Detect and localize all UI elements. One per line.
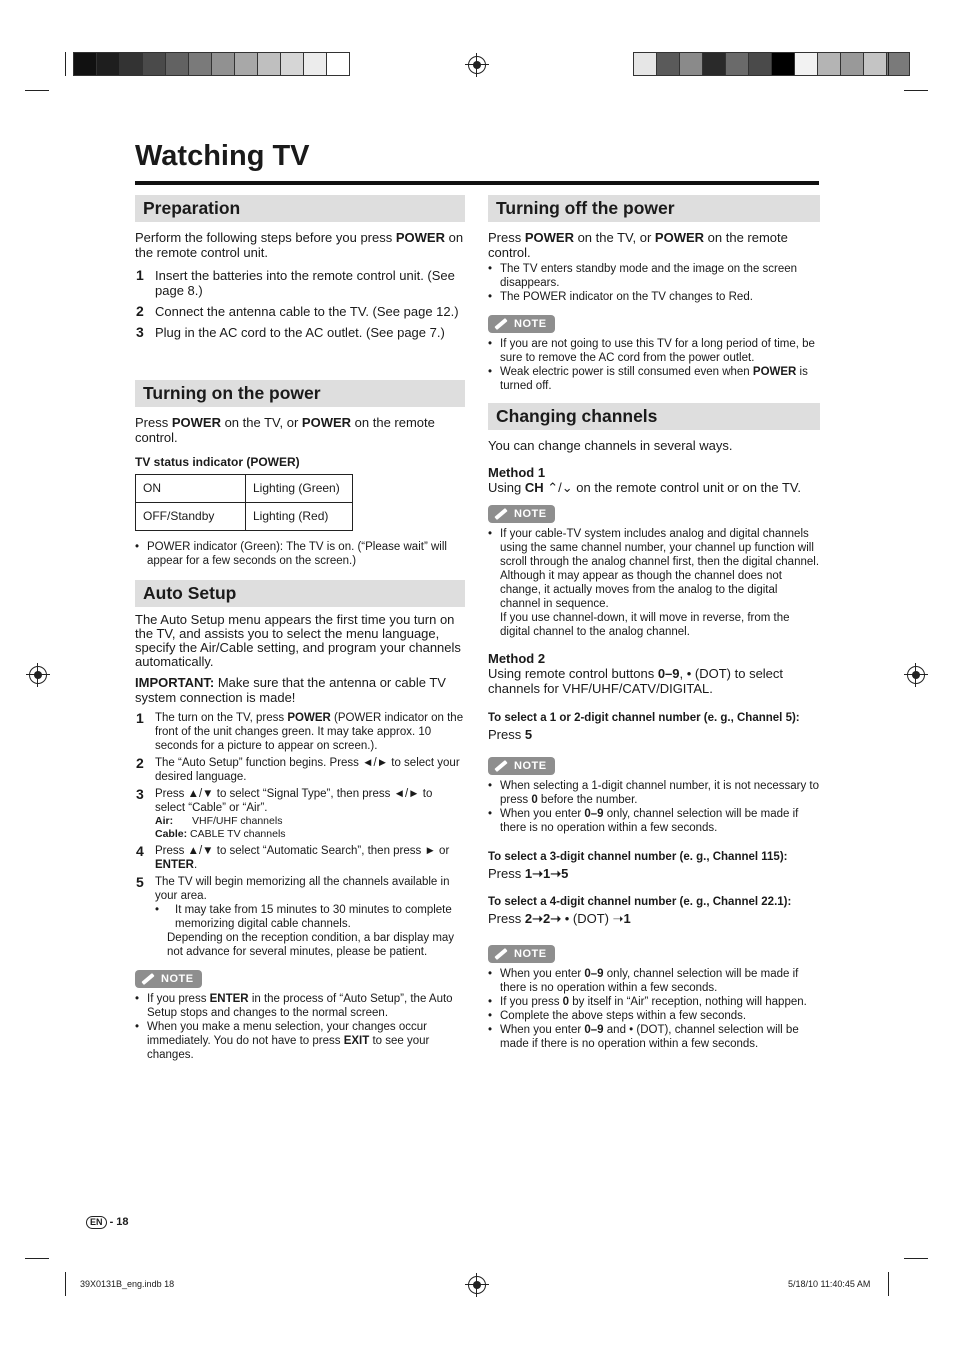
pencil-icon (494, 948, 507, 960)
table-cell: OFF/Standby (136, 503, 246, 531)
preparation-section (135, 195, 465, 340)
color-swatch (886, 52, 910, 76)
method-one-label: Method 1 (488, 465, 546, 480)
color-swatch (656, 52, 680, 76)
color-swatch (840, 52, 864, 76)
pencil-icon (494, 760, 507, 772)
page-title: Watching TV (135, 140, 310, 172)
table-row (136, 475, 353, 503)
list-item: • If you are not going to use this TV for a long period of time, be sure to remove the AC cord from the power outlet. (488, 337, 820, 365)
color-swatch (679, 52, 703, 76)
section-heading: Auto Setup (135, 580, 465, 607)
list-item: • The TV enters standby mode and the image on the screen disappears. (488, 262, 820, 290)
color-swatch (257, 52, 281, 76)
table-cell: ON (136, 475, 246, 503)
list-item: • When selecting a 1-digit channel number, it is not necessary to press 0 before the number. (488, 779, 820, 807)
preparation-steps (135, 268, 465, 340)
list-item: • The POWER indicator on the TV changes to Red. (488, 290, 820, 304)
color-swatch (633, 52, 657, 76)
pencil-icon (494, 318, 507, 330)
pencil-icon (141, 973, 154, 985)
color-swatch (142, 52, 166, 76)
turning-off-notes (488, 337, 820, 393)
color-swatch (817, 52, 841, 76)
select-4-digit-title: To select a 4-digit channel number (e. g., Channel 22.1): (488, 896, 792, 908)
list-item: • If you press 0 by itself in “Air” reception, nothing will happen. (488, 995, 820, 1009)
note-badge: NOTE (488, 504, 820, 523)
color-swatch (280, 52, 304, 76)
color-swatch (96, 52, 120, 76)
turning-off-text: Press POWER on the TV, or POWER on the remote control. (488, 230, 788, 260)
list-item: 1 The turn on the TV, press POWER (POWER indicator on the front of the unit changes green. It may take approx. 10 seconds for a picture to appear on screen.). (136, 710, 464, 752)
color-swatch (326, 52, 350, 76)
turning-on-text: Press POWER on the TV, or POWER on the remote control. (135, 415, 435, 445)
list-item: 5 The TV will begin memorizing all the channels available in your area. • It may take from 15 minutes to 30 minutes to complete memorizing digital cable channels. Depending on the reception condition, a bar display may not advance for several minutes, please be patient. (135, 875, 465, 959)
turning-on-bullets (135, 540, 465, 568)
list-item: • When you enter 0–9 only, channel selection will be made if there is no operation within a few seconds. (488, 807, 820, 835)
list-item: • It may take from 15 minutes to 30 minutes to complete memorizing digital cable channels. (155, 903, 465, 931)
method-two-label: Method 2 (488, 651, 546, 666)
color-swatch (73, 52, 97, 76)
color-calibration-bar-left (73, 52, 349, 76)
method-one-notes (488, 527, 820, 639)
note-badge: NOTE (488, 756, 820, 775)
color-calibration-bar-right (633, 52, 909, 76)
select-1-2-digit-notes (488, 779, 820, 835)
crop-mark (25, 1258, 49, 1259)
select-3-digit-press: Press 1➝1➝5 (488, 866, 569, 881)
crop-mark (65, 1272, 66, 1296)
color-swatch (725, 52, 749, 76)
crop-mark (65, 52, 66, 76)
list-item: 2 The “Auto Setup” function begins. Press ◄/► to select your desired language. (136, 755, 460, 783)
crop-mark (888, 1272, 889, 1296)
note-badge: NOTE (488, 314, 820, 333)
file-name: 39X0131B_eng.indb 18 (80, 1279, 175, 1289)
select-1-2-digit-title: To select a 1 or 2-digit channel number (e. g., Channel 5): (488, 712, 800, 724)
method-two-text: Using remote control buttons 0–9, • (DOT) to select channels for VHF/UHF/CATV/DIGITAL. (488, 666, 784, 696)
note-badge: NOTE (135, 969, 465, 988)
list-item: • When you enter 0–9 only, channel selection will be made if there is no operation within a few seconds. (488, 967, 820, 995)
section-heading: Turning on the power (135, 380, 465, 407)
color-swatch (211, 52, 235, 76)
list-item: • When you make a menu selection, your changes occur immediately. You do not have to press EXIT to see your changes. (135, 1020, 465, 1062)
color-swatch (165, 52, 189, 76)
status-table (135, 474, 353, 531)
color-swatch (119, 52, 143, 76)
registration-mark-icon (907, 666, 925, 684)
title-rule (135, 181, 819, 185)
list-item: 3 Press ▲/▼ to select “Signal Type”, then press ◄/► to select “Cable” or “Air”. Air: VHF/UHF channels Cable: CABLE TV channels (135, 787, 465, 841)
pencil-icon (494, 508, 507, 520)
auto-setup-notes (135, 992, 465, 1062)
note-badge: NOTE (488, 944, 820, 963)
turning-on-section (135, 380, 465, 568)
color-swatch (188, 52, 212, 76)
auto-setup-intro: The Auto Setup menu appears the first time you turn on the TV, and assists you to select the menu language, specify the Air/Cable setting, and program your channels automatically. (135, 612, 461, 669)
color-swatch (863, 52, 887, 76)
list-item: 3 Plug in the AC cord to the AC outlet. (See page 7.) (136, 324, 445, 340)
select-4-digit-notes (488, 967, 820, 1051)
select-4-digit-press: Press 2➝2➝ • (DOT) ➝1 (488, 911, 631, 926)
list-item: • If your cable-TV system includes analog and digital channels using the same channel number, your channel up function will scroll through the analog channel first, then the digital channel. Although it may appear as though the channel does not change, it actually moves from the analog to the digital channel in sequence. If you use channel-down, it will move in reverse, from the digital channel to the analog channel. (488, 527, 820, 639)
color-swatch (748, 52, 772, 76)
signal-type-options: Air: VHF/UHF channels Cable: CABLE TV channels (155, 815, 286, 840)
list-item: 1 Insert the batteries into the remote control unit. (See page 8.) (136, 267, 455, 298)
section-heading: Turning off the power (488, 195, 820, 222)
auto-setup-steps (135, 711, 465, 959)
changing-intro: You can change channels in several ways. (488, 438, 733, 453)
color-swatch (234, 52, 258, 76)
preparation-intro: Perform the following steps before you press POWER on the remote control unit. (135, 230, 464, 260)
table-cell: Lighting (Red) (246, 503, 353, 531)
list-item: 4 Press ▲/▼ to select “Automatic Search”, then press ► or ENTER. (136, 843, 450, 871)
color-swatch (794, 52, 818, 76)
color-swatch (303, 52, 327, 76)
select-1-2-digit-press: Press 5 (488, 727, 533, 742)
crop-mark (904, 1258, 928, 1259)
crop-mark (904, 90, 928, 91)
list-item: • Weak electric power is still consumed even when POWER is turned off. (488, 365, 820, 393)
page-number: EN - 18 (86, 1216, 129, 1229)
step-five-bullets (155, 903, 465, 931)
changing-channels-section (488, 403, 820, 1051)
method-one-text: Using CH ⌃/⌄ on the remote control unit or on the TV. (488, 480, 802, 495)
color-swatch (702, 52, 726, 76)
turning-off-section (488, 195, 820, 393)
list-item: 2 Connect the antenna cable to the TV. (See page 12.) (136, 303, 459, 319)
list-item: • If you press ENTER in the process of “Auto Setup”, the Auto Setup stops and changes to the normal screen. (135, 992, 465, 1020)
auto-setup-section (135, 580, 465, 1062)
registration-mark-icon (468, 56, 486, 74)
select-3-digit-title: To select a 3-digit channel number (e. g., Channel 115): (488, 851, 788, 863)
step-five-extra: Depending on the reception condition, a bar display may not advance for several minutes, please be patient. (167, 932, 455, 958)
turning-off-bullets (488, 262, 820, 304)
section-heading: Preparation (135, 195, 465, 222)
list-item: • POWER indicator (Green): The TV is on. (“Please wait” will appear for a few seconds on the screen.) (135, 540, 465, 568)
section-heading: Changing channels (488, 403, 820, 430)
print-date: 5/18/10 11:40:45 AM (788, 1279, 871, 1289)
crop-mark (888, 52, 889, 76)
language-badge: EN (86, 1216, 107, 1229)
table-cell: Lighting (Green) (246, 475, 353, 503)
table-row (136, 503, 353, 531)
crop-mark (25, 90, 49, 91)
registration-mark-icon (29, 666, 47, 684)
list-item: • Complete the above steps within a few seconds. (488, 1009, 820, 1023)
color-swatch (771, 52, 795, 76)
important-note: IMPORTANT: Make sure that the antenna or cable TV system connection is made! (135, 675, 446, 705)
list-item: • When you enter 0–9 and • (DOT), channel selection will be made if there is no operation within a few seconds. (488, 1023, 820, 1051)
status-table-title: TV status indicator (POWER) (135, 455, 300, 469)
registration-mark-icon (468, 1276, 486, 1294)
